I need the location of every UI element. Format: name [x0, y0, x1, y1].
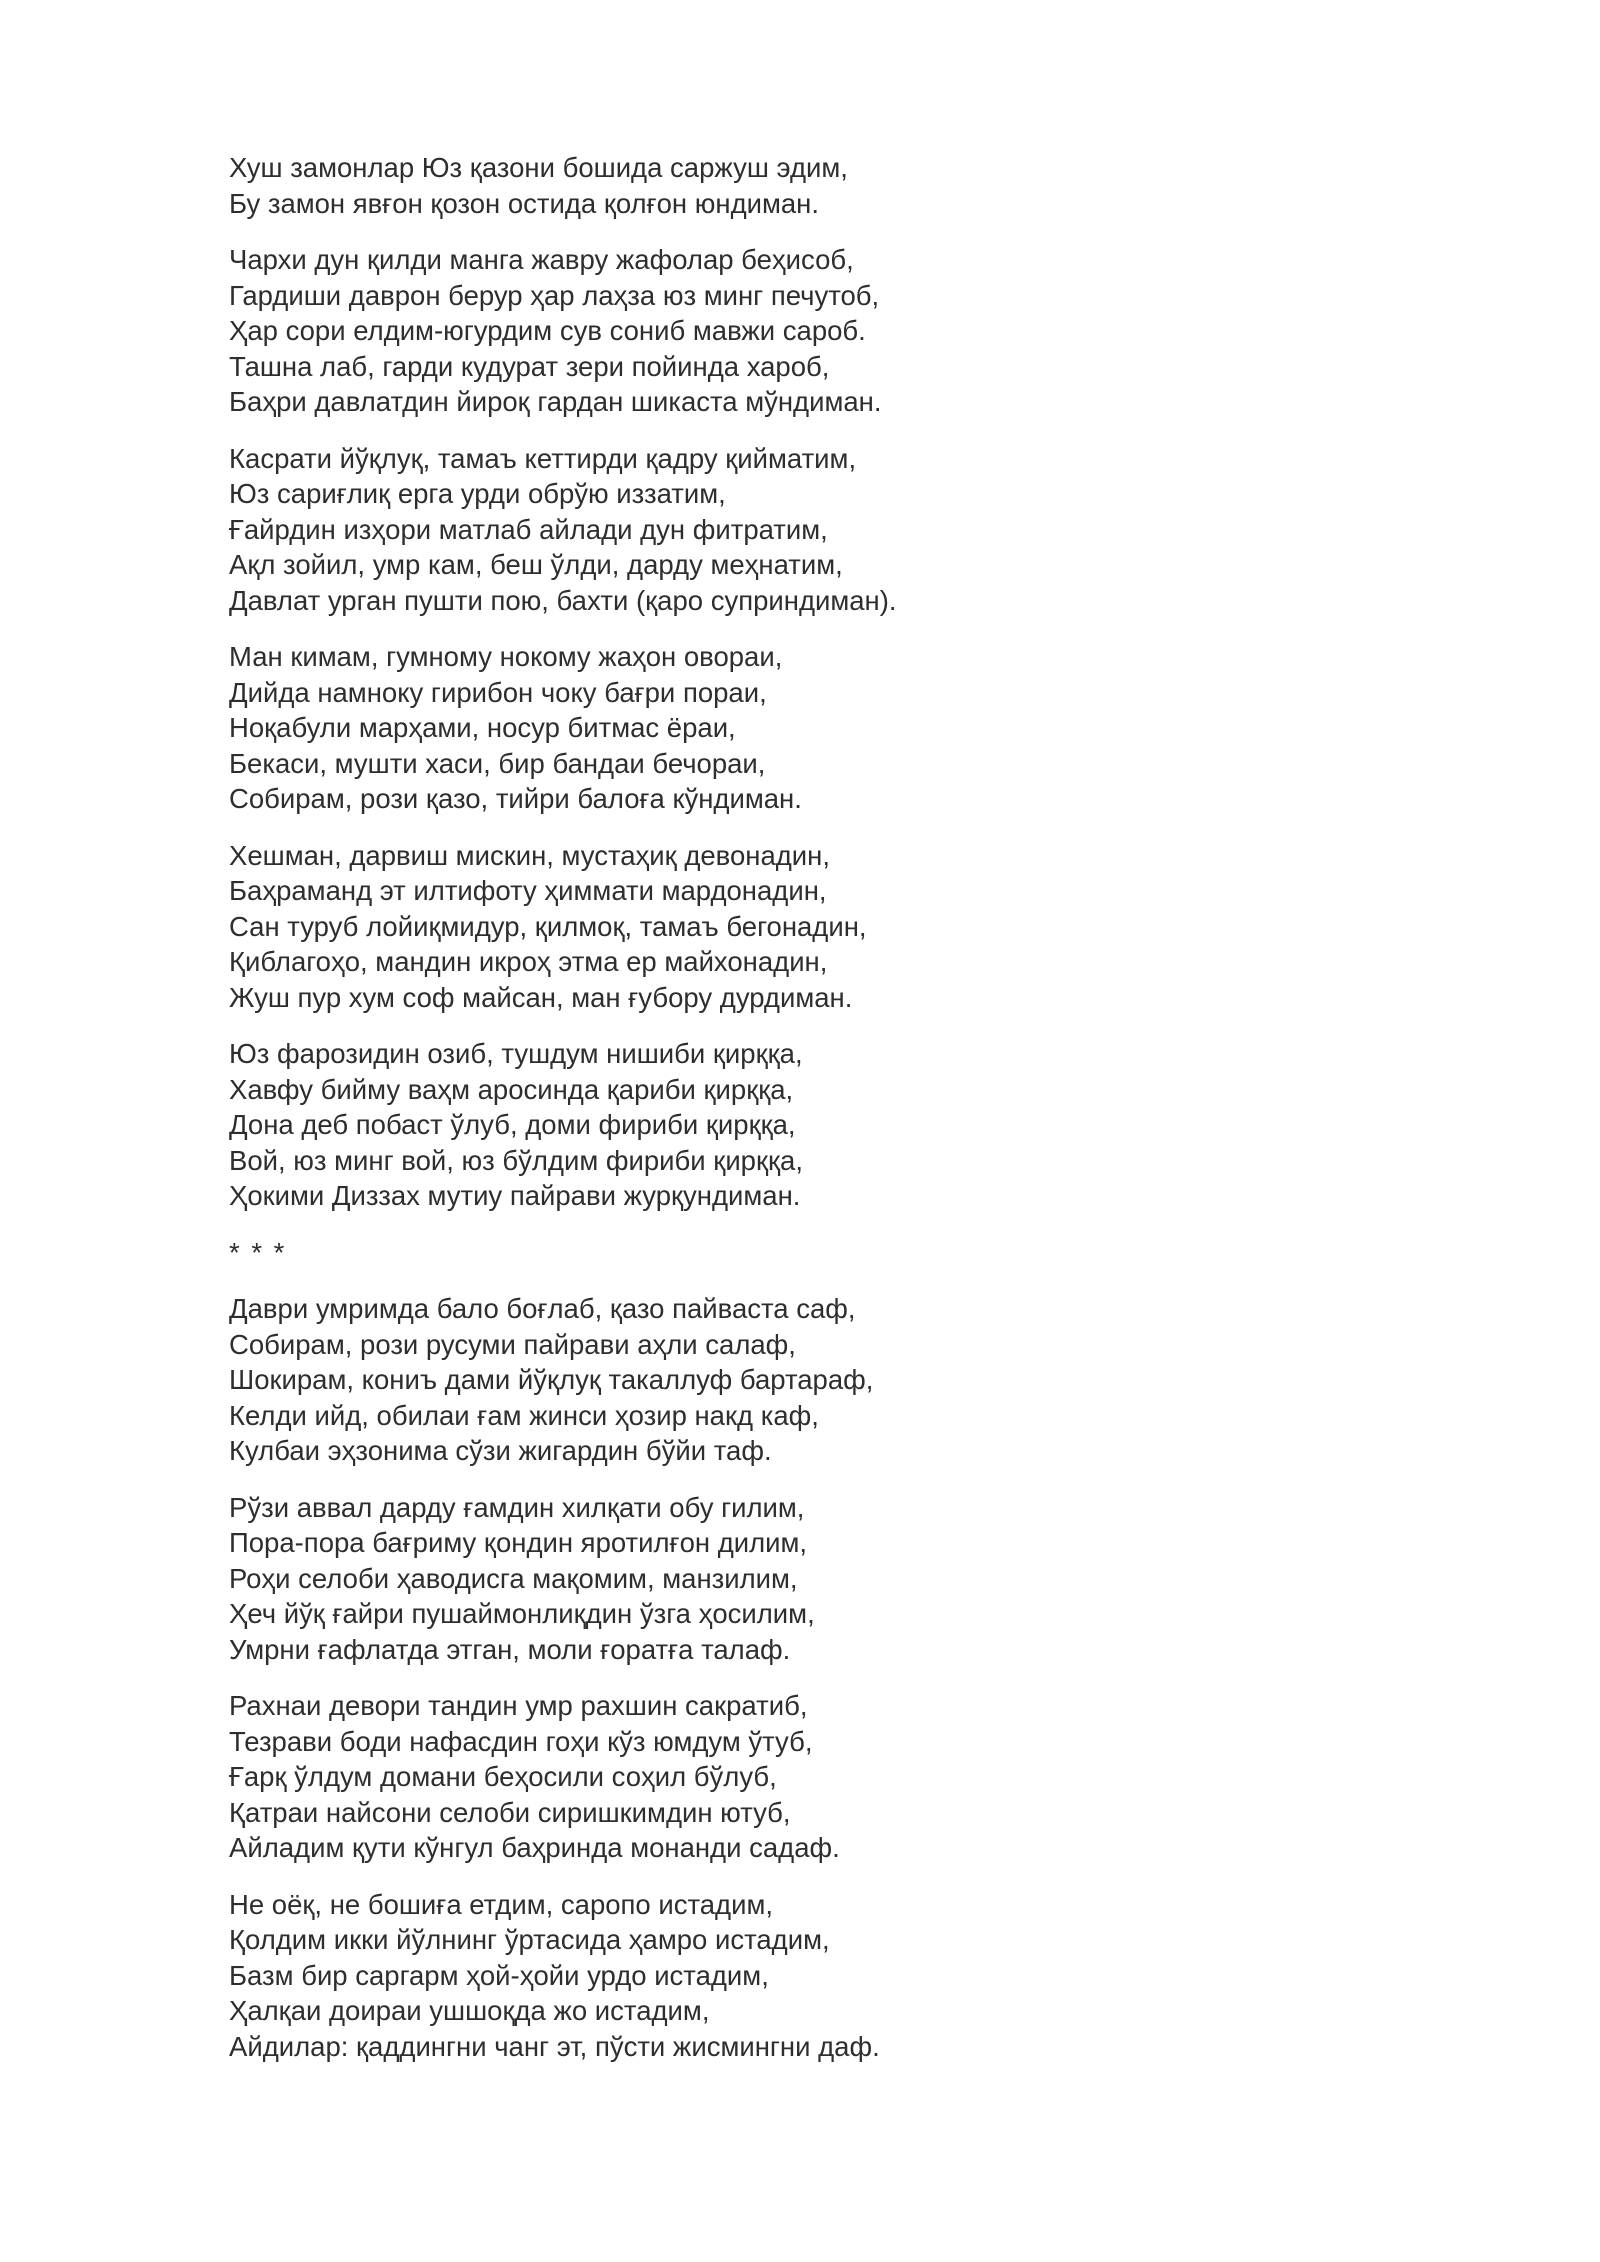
poem-line: Хешман, дарвиш мискин, мустаҳиқ девонадин, [229, 839, 830, 871]
poem-line: Тезрави боди нафасдин гоҳи кўз юмдум ўтуб, [229, 1725, 813, 1757]
poem-line: Вой, юз минг вой, юз бўлдим фириби қирққа, [229, 1144, 803, 1176]
poem-line: Баҳраманд эт илтифоту ҳиммати мардонадин, [229, 875, 827, 906]
poem-line: Не оёқ, не бошиға етдим, саропо истадим, [229, 1888, 774, 1920]
poem-line: Ҳокими Диззах мутиу пайрави журқундиман. [229, 1180, 801, 1211]
poem-line: Рўзи аввал дарду ғамдин хилқати обу гилим, [229, 1491, 805, 1523]
poem-line: Хуш замонлар Юз қазони бошида саржуш эдим, [229, 152, 848, 183]
poem-line: Сан туруб лойиқмидур, қилмоқ, тамаъ бегонадин, [229, 910, 867, 942]
poem-line: Давлат урган пушти пою, бахти (қаро суприндиман). [229, 584, 897, 616]
poem-line: Бу замон явғон қозон остида қолғон юндиман. [229, 187, 820, 219]
poem-line: Ғарқ ўлдум домани беҳосили соҳил бўлуб, [229, 1761, 777, 1792]
poem-line: Чархи дун қилди манга жавру жафолар беҳисоб, [229, 244, 854, 275]
stanza [229, 1887, 1429, 2065]
stanza [229, 1036, 1429, 1214]
poem-line: Базм бир саргарм ҳой-ҳойи урдо истадим, [229, 1959, 769, 1991]
poem-line: Собирам, рози қазо, тийри балоға кўндиман. [229, 783, 802, 814]
stanza [229, 242, 1429, 420]
poem-line: Қатраи найсони селоби сиришкимдин ютуб, [229, 1796, 791, 1828]
document-page [229, 150, 1429, 2085]
stanza [229, 441, 1429, 619]
poem-line: Баҳри давлатдин йироқ гардан шикаста мўндиман. [229, 386, 882, 417]
poem-line: Айдилар: қаддингни чанг эт, пўсти жисмингни даф. [229, 2030, 880, 2062]
poem-line: Ақл зойил, умр кам, беш ўлди, дарду меҳнатим, [229, 549, 843, 580]
stanza [229, 150, 1429, 221]
poem-line: Айладим қути кўнгул баҳринда монанди садаф. [229, 1832, 840, 1863]
poem-line: Ҳеч йўқ ғайри пушаймонлиқдин ўзга ҳосилим, [229, 1598, 815, 1629]
poem-line: Ман кимам, гумному нокому жаҳон овораи, [229, 641, 783, 672]
stanza [229, 639, 1429, 817]
poem-line: Рахнаи девори тандин умр рахшин сакратиб, [229, 1690, 808, 1721]
poem-line: Ноқабули марҳами, носур битмас ёраи, [229, 712, 736, 743]
poem-line: Қолдим икки йўлнинг ўртасида ҳамро истадим, [229, 1924, 830, 1955]
poem-line: Дона деб побаст ўлуб, доми фириби қирққа, [229, 1109, 796, 1140]
poem-line: Гардиши даврон берур ҳар лаҳза юз минг печутоб, [229, 279, 880, 311]
poem-line: Даври умримда бало боғлаб, қазо пайваста саф, [229, 1293, 856, 1324]
poem-line: Хавфу бийму ваҳм аросинда қариби қирққа, [229, 1073, 794, 1105]
poem-line: Дийда намноку гирибон чоку бағри пораи, [229, 676, 767, 708]
poem-line: Ташна лаб, гарди кудурат зери пойинда хароб, [229, 350, 830, 382]
poem-line: Ҳар сори елдим-югурдим сув сониб мавжи сароб. [229, 315, 866, 346]
poem-line: Пора-пора бағриму қондин яротилғон дилим, [229, 1527, 808, 1558]
poem-line: Касрати йўқлуқ, тамаъ кеттирди қадру қийматим, [229, 442, 857, 474]
poem-line: Умрни ғафлатда этган, моли ғоратға талаф. [229, 1633, 791, 1665]
poem-line: Келди ийд, обилаи ғам жинси ҳозир накд каф, [229, 1399, 819, 1431]
poem-line: Собирам, рози русуми пайрави аҳли салаф, [229, 1328, 796, 1360]
stanza [229, 1490, 1429, 1668]
poem-line: Ҳалқаи доираи ушшоқда жо истадим, [229, 1995, 710, 2026]
poem-line: Жуш пур хум соф майсан, ман ғубору дурдиман. [229, 981, 853, 1013]
stanza [229, 838, 1429, 1016]
poem-part-1 [229, 150, 1429, 1214]
section-divider: * * * [229, 1236, 287, 1268]
poem-line: Қиблагоҳо, мандин икроҳ этма ер майхонадин, [229, 946, 828, 977]
poem-line: Кулбаи эҳзонима сўзи жигардин бўйи таф. [229, 1435, 772, 1466]
poem-line: Юз сариғлиқ ерга урди обрўю иззатим, [229, 478, 726, 509]
poem-line: Шокирам, кониъ дами йўқлуқ такаллуф бартараф, [229, 1364, 874, 1395]
poem-line: Бекаси, мушти хаси, бир бандаи бечораи, [229, 747, 766, 779]
stanza [229, 1291, 1429, 1469]
poem-line: Роҳи селоби ҳаводисга мақомим, манзилим, [229, 1562, 798, 1594]
stanza [229, 1688, 1429, 1866]
poem-part-2 [229, 1291, 1429, 2064]
poem-line: Ғайрдин изҳори матлаб айлади дун фитратим, [229, 513, 828, 545]
poem-line: Юз фарозидин озиб, тушдум нишиби қирққа, [229, 1038, 803, 1069]
